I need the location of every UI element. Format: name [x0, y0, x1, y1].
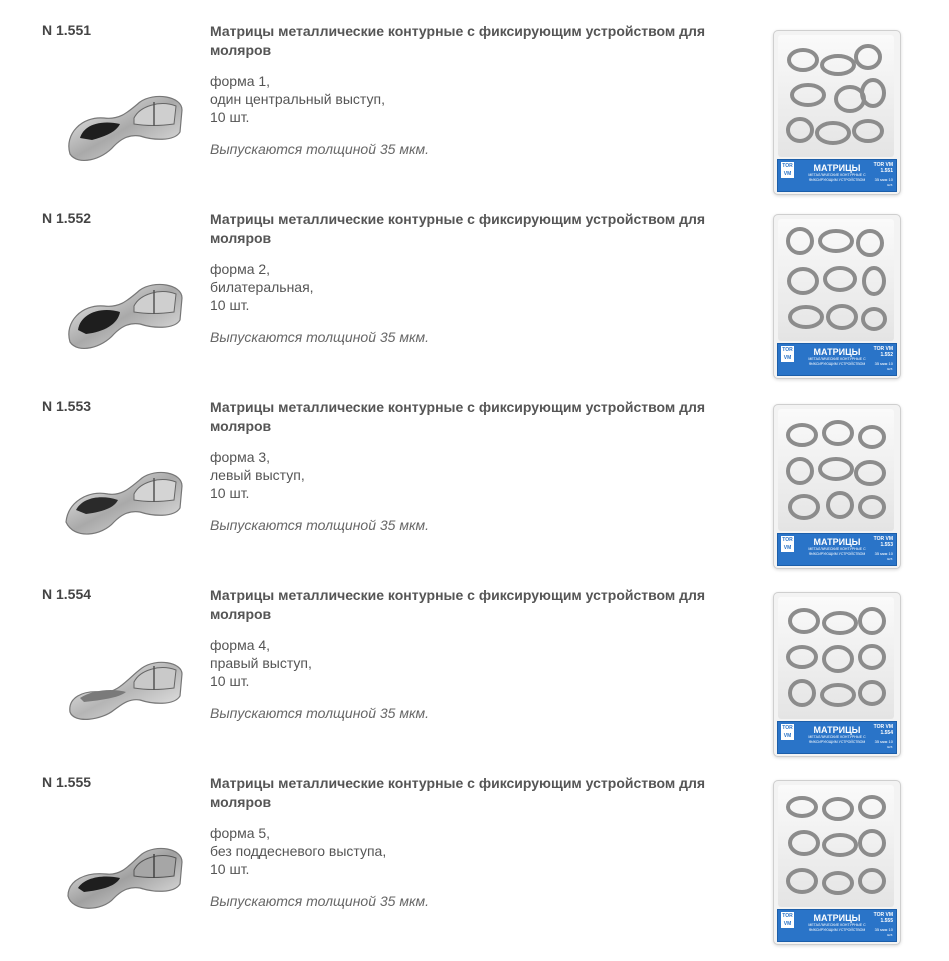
- product-item: [0, 752, 949, 940]
- product-note: Выпускаются толщиной 35 мкм.: [210, 141, 430, 157]
- brand-logo: TOR VM: [782, 913, 793, 927]
- package-label: [777, 343, 897, 376]
- product-item: [0, 0, 949, 188]
- brand-logo: TOR VM: [782, 537, 793, 551]
- product-quantity: 10 шт.: [210, 297, 250, 313]
- package-contents-image: [778, 35, 894, 157]
- package-title: МАТРИЦЫ: [813, 163, 861, 173]
- product-title: Матрицы металлические контурные с фиксирующим устройством для моляров: [210, 23, 706, 58]
- matrix-band-image: [62, 648, 192, 738]
- package-code: TOR VM 1.552: [873, 346, 893, 358]
- package-code: TOR VM 1.551: [873, 162, 893, 174]
- package-image[interactable]: [773, 592, 901, 757]
- package-spec: 35 мкм 10 шт.: [874, 361, 893, 371]
- product-feature: левый выступ,: [210, 467, 305, 483]
- matrix-band-image: [62, 84, 192, 174]
- product-note: Выпускаются толщиной 35 мкм.: [210, 705, 430, 721]
- product-code: N 1.553: [42, 398, 92, 414]
- matrix-band-image: [62, 460, 192, 550]
- matrix-band-image: [62, 836, 192, 926]
- brand-logo: TOR VM: [782, 725, 793, 739]
- product-shape: форма 1,: [210, 73, 271, 89]
- package-code: TOR VM 1.555: [873, 912, 893, 924]
- product-note: Выпускаются толщиной 35 мкм.: [210, 517, 430, 533]
- package-contents-image: [778, 785, 894, 907]
- product-description: [210, 448, 305, 502]
- product-description: [210, 260, 314, 314]
- package-image[interactable]: [773, 214, 901, 379]
- product-title: Матрицы металлические контурные с фиксирующим устройством для моляров: [210, 587, 706, 622]
- brand-logo: TOR VM: [782, 163, 793, 177]
- product-feature: билатеральная,: [210, 279, 314, 295]
- package-subtitle: МЕТАЛЛИЧЕСКИЕ КОНТУРНЫЕ С ФИКСИРУЮЩИМ УСТРОЙСТВОМ: [808, 923, 866, 932]
- package-spec: 35 мкм 10 шт.: [874, 739, 893, 749]
- package-subtitle: МЕТАЛЛИЧЕСКИЕ КОНТУРНЫЕ С ФИКСИРУЮЩИМ УСТРОЙСТВОМ: [808, 735, 866, 744]
- product-shape: форма 3,: [210, 449, 271, 465]
- product-feature: правый выступ,: [210, 655, 312, 671]
- product-title: Матрицы металлические контурные с фиксирующим устройством для моляров: [210, 399, 706, 434]
- package-title: МАТРИЦЫ: [813, 913, 861, 923]
- product-quantity: 10 шт.: [210, 485, 250, 501]
- product-feature: без поддесневого выступа,: [210, 843, 387, 859]
- product-shape: форма 4,: [210, 637, 271, 653]
- product-code: N 1.551: [42, 22, 92, 38]
- product-description: [210, 824, 386, 878]
- product-title: Матрицы металлические контурные с фиксирующим устройством для моляров: [210, 211, 706, 246]
- product-quantity: 10 шт.: [210, 109, 250, 125]
- product-title: Матрицы металлические контурные с фиксирующим устройством для моляров: [210, 775, 706, 810]
- package-code: TOR VM 1.554: [873, 724, 893, 736]
- product-shape: форма 5,: [210, 825, 271, 841]
- product-quantity: 10 шт.: [210, 673, 250, 689]
- package-label: [777, 721, 897, 754]
- package-label: [777, 533, 897, 566]
- package-title: МАТРИЦЫ: [813, 347, 861, 357]
- package-label: [777, 909, 897, 942]
- matrix-band-image: [62, 272, 192, 362]
- package-image[interactable]: [773, 780, 901, 945]
- product-item: [0, 564, 949, 752]
- product-item: [0, 376, 949, 564]
- product-code: N 1.554: [42, 586, 92, 602]
- package-spec: 35 мкм 10 шт.: [874, 927, 893, 937]
- product-description: [210, 636, 312, 690]
- brand-logo: TOR VM: [782, 347, 793, 361]
- package-contents-image: [778, 597, 894, 719]
- package-subtitle: МЕТАЛЛИЧЕСКИЕ КОНТУРНЫЕ С ФИКСИРУЮЩИМ УСТРОЙСТВОМ: [808, 547, 866, 556]
- product-shape: форма 2,: [210, 261, 271, 277]
- product-quantity: 10 шт.: [210, 861, 250, 877]
- product-note: Выпускаются толщиной 35 мкм.: [210, 329, 430, 345]
- package-contents-image: [778, 409, 894, 531]
- product-description: [210, 72, 385, 126]
- product-code: N 1.555: [42, 774, 92, 790]
- product-note: Выпускаются толщиной 35 мкм.: [210, 893, 430, 909]
- package-spec: 35 мкм 10 шт.: [874, 177, 893, 187]
- product-code: N 1.552: [42, 210, 92, 226]
- package-title: МАТРИЦЫ: [813, 537, 861, 547]
- package-spec: 35 мкм 10 шт.: [874, 551, 893, 561]
- package-title: МАТРИЦЫ: [813, 725, 861, 735]
- package-code: TOR VM 1.553: [873, 536, 893, 548]
- product-feature: один центральный выступ,: [210, 91, 385, 107]
- package-image[interactable]: [773, 404, 901, 569]
- package-image[interactable]: [773, 30, 901, 195]
- package-contents-image: [778, 219, 894, 341]
- package-subtitle: МЕТАЛЛИЧЕСКИЕ КОНТУРНЫЕ С ФИКСИРУЮЩИМ УСТРОЙСТВОМ: [808, 173, 866, 182]
- product-item: [0, 188, 949, 376]
- package-subtitle: МЕТАЛЛИЧЕСКИЕ КОНТУРНЫЕ С ФИКСИРУЮЩИМ УСТРОЙСТВОМ: [808, 357, 866, 366]
